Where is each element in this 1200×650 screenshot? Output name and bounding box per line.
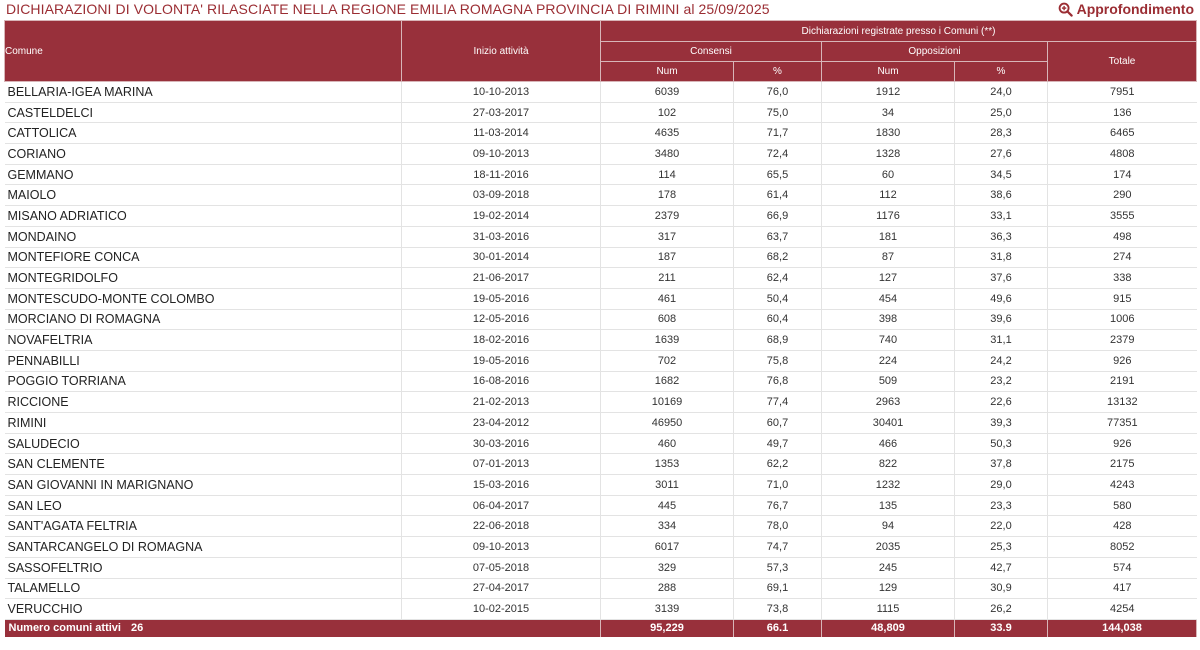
cell-opposizioni-pct: 26,2 bbox=[955, 599, 1048, 620]
cell-consensi-pct: 65,5 bbox=[734, 164, 822, 185]
table-row bbox=[5, 206, 1197, 227]
cell-consensi-pct: 63,7 bbox=[734, 226, 822, 247]
table-row bbox=[5, 413, 1197, 434]
cell-inizio-attivita: 11-03-2014 bbox=[402, 123, 601, 144]
cell-consensi-num: 460 bbox=[601, 433, 734, 454]
cell-opposizioni-pct: 36,3 bbox=[955, 226, 1048, 247]
table-row bbox=[5, 350, 1197, 371]
cell-totale: 574 bbox=[1048, 557, 1197, 578]
cell-comune: SAN GIOVANNI IN MARIGNANO bbox=[5, 475, 402, 496]
cell-comune: SANT'AGATA FELTRIA bbox=[5, 516, 402, 537]
cell-comune: BELLARIA-IGEA MARINA bbox=[5, 82, 402, 103]
cell-totale: 580 bbox=[1048, 495, 1197, 516]
cell-totale: 3555 bbox=[1048, 206, 1197, 227]
cell-comune: NOVAFELTRIA bbox=[5, 330, 402, 351]
cell-comune: MORCIANO DI ROMAGNA bbox=[5, 309, 402, 330]
cell-consensi-pct: 76,8 bbox=[734, 371, 822, 392]
cell-opposizioni-num: 509 bbox=[822, 371, 955, 392]
cell-consensi-num: 6017 bbox=[601, 537, 734, 558]
cell-comune: SASSOFELTRIO bbox=[5, 557, 402, 578]
cell-opposizioni-num: 1912 bbox=[822, 82, 955, 103]
table-row bbox=[5, 330, 1197, 351]
cell-opposizioni-num: 34 bbox=[822, 102, 955, 123]
cell-inizio-attivita: 12-05-2016 bbox=[402, 309, 601, 330]
cell-comune: MONTEGRIDOLFO bbox=[5, 268, 402, 289]
cell-comune: CASTELDELCI bbox=[5, 102, 402, 123]
cell-consensi-pct: 62,2 bbox=[734, 454, 822, 475]
cell-opposizioni-pct: 33,1 bbox=[955, 206, 1048, 227]
cell-consensi-num: 1353 bbox=[601, 454, 734, 475]
cell-comune: MONDAINO bbox=[5, 226, 402, 247]
cell-inizio-attivita: 06-04-2017 bbox=[402, 495, 601, 516]
cell-opposizioni-num: 127 bbox=[822, 268, 955, 289]
cell-opposizioni-pct: 25,3 bbox=[955, 537, 1048, 558]
cell-consensi-pct: 49,7 bbox=[734, 433, 822, 454]
cell-comune: TALAMELLO bbox=[5, 578, 402, 599]
cell-opposizioni-pct: 37,6 bbox=[955, 268, 1048, 289]
cell-inizio-attivita: 21-02-2013 bbox=[402, 392, 601, 413]
cell-opposizioni-num: 87 bbox=[822, 247, 955, 268]
cell-consensi-pct: 73,8 bbox=[734, 599, 822, 620]
cell-opposizioni-pct: 23,3 bbox=[955, 495, 1048, 516]
cell-opposizioni-pct: 31,8 bbox=[955, 247, 1048, 268]
cell-inizio-attivita: 30-01-2014 bbox=[402, 247, 601, 268]
cell-consensi-pct: 60,7 bbox=[734, 413, 822, 434]
cell-comune: MISANO ADRIATICO bbox=[5, 206, 402, 227]
cell-totale: 1006 bbox=[1048, 309, 1197, 330]
cell-opposizioni-num: 30401 bbox=[822, 413, 955, 434]
table-row bbox=[5, 309, 1197, 330]
cell-comune: SANTARCANGELO DI ROMAGNA bbox=[5, 537, 402, 558]
cell-opposizioni-num: 224 bbox=[822, 350, 955, 371]
cell-consensi-pct: 50,4 bbox=[734, 288, 822, 309]
cell-totale: 8052 bbox=[1048, 537, 1197, 558]
footer-totale: 144,038 bbox=[1048, 619, 1197, 637]
table-row bbox=[5, 102, 1197, 123]
table-row bbox=[5, 268, 1197, 289]
cell-opposizioni-num: 94 bbox=[822, 516, 955, 537]
cell-consensi-pct: 68,9 bbox=[734, 330, 822, 351]
cell-consensi-num: 3011 bbox=[601, 475, 734, 496]
cell-totale: 926 bbox=[1048, 433, 1197, 454]
cell-consensi-pct: 77,4 bbox=[734, 392, 822, 413]
cell-comune: RICCIONE bbox=[5, 392, 402, 413]
cell-consensi-num: 1639 bbox=[601, 330, 734, 351]
cell-opposizioni-num: 1115 bbox=[822, 599, 955, 620]
cell-totale: 13132 bbox=[1048, 392, 1197, 413]
cell-opposizioni-num: 822 bbox=[822, 454, 955, 475]
cell-inizio-attivita: 30-03-2016 bbox=[402, 433, 601, 454]
cell-inizio-attivita: 15-03-2016 bbox=[402, 475, 601, 496]
cell-consensi-num: 10169 bbox=[601, 392, 734, 413]
cell-opposizioni-pct: 49,6 bbox=[955, 288, 1048, 309]
cell-totale: 2191 bbox=[1048, 371, 1197, 392]
cell-comune: RIMINI bbox=[5, 413, 402, 434]
cell-opposizioni-num: 1830 bbox=[822, 123, 955, 144]
header-dichiarazioni: Dichiarazioni registrate presso i Comuni (**) bbox=[601, 21, 1197, 42]
cell-inizio-attivita: 27-04-2017 bbox=[402, 578, 601, 599]
cell-consensi-pct: 68,2 bbox=[734, 247, 822, 268]
cell-consensi-num: 702 bbox=[601, 350, 734, 371]
cell-comune: MONTESCUDO-MONTE COLOMBO bbox=[5, 288, 402, 309]
cell-comune: SAN LEO bbox=[5, 495, 402, 516]
cell-consensi-num: 3480 bbox=[601, 144, 734, 165]
cell-totale: 338 bbox=[1048, 268, 1197, 289]
dichiarazioni-table bbox=[4, 20, 1197, 637]
cell-inizio-attivita: 22-06-2018 bbox=[402, 516, 601, 537]
table-row bbox=[5, 82, 1197, 103]
cell-opposizioni-pct: 22,6 bbox=[955, 392, 1048, 413]
cell-comune: GEMMANO bbox=[5, 164, 402, 185]
table-row bbox=[5, 247, 1197, 268]
header-consensi-pct: % bbox=[734, 62, 822, 82]
table-row bbox=[5, 454, 1197, 475]
cell-opposizioni-pct: 24,2 bbox=[955, 350, 1048, 371]
cell-inizio-attivita: 19-05-2016 bbox=[402, 288, 601, 309]
cell-comune: MONTEFIORE CONCA bbox=[5, 247, 402, 268]
cell-totale: 174 bbox=[1048, 164, 1197, 185]
cell-consensi-num: 211 bbox=[601, 268, 734, 289]
cell-consensi-num: 461 bbox=[601, 288, 734, 309]
cell-consensi-pct: 69,1 bbox=[734, 578, 822, 599]
cell-consensi-num: 46950 bbox=[601, 413, 734, 434]
cell-totale: 915 bbox=[1048, 288, 1197, 309]
cell-opposizioni-num: 135 bbox=[822, 495, 955, 516]
cell-consensi-pct: 60,4 bbox=[734, 309, 822, 330]
cell-consensi-num: 329 bbox=[601, 557, 734, 578]
table-row bbox=[5, 537, 1197, 558]
cell-totale: 2379 bbox=[1048, 330, 1197, 351]
cell-opposizioni-num: 129 bbox=[822, 578, 955, 599]
header-consensi-num: Num bbox=[601, 62, 734, 82]
cell-inizio-attivita: 19-02-2014 bbox=[402, 206, 601, 227]
cell-opposizioni-pct: 23,2 bbox=[955, 371, 1048, 392]
table-row bbox=[5, 288, 1197, 309]
table-row bbox=[5, 433, 1197, 454]
cell-opposizioni-pct: 28,3 bbox=[955, 123, 1048, 144]
cell-consensi-num: 445 bbox=[601, 495, 734, 516]
cell-opposizioni-pct: 34,5 bbox=[955, 164, 1048, 185]
cell-comune: MAIOLO bbox=[5, 185, 402, 206]
footer-consensi-pct: 66.1 bbox=[734, 619, 822, 637]
cell-opposizioni-num: 398 bbox=[822, 309, 955, 330]
table-row bbox=[5, 599, 1197, 620]
table-row bbox=[5, 123, 1197, 144]
approfondimento-label: Approfondimento bbox=[1076, 1, 1194, 17]
cell-opposizioni-pct: 37,8 bbox=[955, 454, 1048, 475]
cell-comune: CATTOLICA bbox=[5, 123, 402, 144]
cell-inizio-attivita: 27-03-2017 bbox=[402, 102, 601, 123]
cell-consensi-pct: 76,0 bbox=[734, 82, 822, 103]
cell-opposizioni-num: 1328 bbox=[822, 144, 955, 165]
cell-totale: 926 bbox=[1048, 350, 1197, 371]
footer-opposizioni-num: 48,809 bbox=[822, 619, 955, 637]
cell-consensi-num: 608 bbox=[601, 309, 734, 330]
cell-opposizioni-pct: 22,0 bbox=[955, 516, 1048, 537]
cell-opposizioni-num: 2963 bbox=[822, 392, 955, 413]
header-comune: Comune bbox=[5, 21, 402, 82]
cell-totale: 7951 bbox=[1048, 82, 1197, 103]
cell-inizio-attivita: 10-10-2013 bbox=[402, 82, 601, 103]
cell-opposizioni-num: 1232 bbox=[822, 475, 955, 496]
footer-consensi-num: 95,229 bbox=[601, 619, 734, 637]
cell-comune: POGGIO TORRIANA bbox=[5, 371, 402, 392]
table-body bbox=[5, 82, 1197, 620]
cell-totale: 4243 bbox=[1048, 475, 1197, 496]
cell-totale: 6465 bbox=[1048, 123, 1197, 144]
cell-totale: 417 bbox=[1048, 578, 1197, 599]
table-row bbox=[5, 392, 1197, 413]
cell-consensi-num: 317 bbox=[601, 226, 734, 247]
cell-totale: 498 bbox=[1048, 226, 1197, 247]
table-row bbox=[5, 185, 1197, 206]
cell-inizio-attivita: 03-09-2018 bbox=[402, 185, 601, 206]
cell-totale: 2175 bbox=[1048, 454, 1197, 475]
cell-opposizioni-pct: 39,6 bbox=[955, 309, 1048, 330]
cell-consensi-pct: 71,0 bbox=[734, 475, 822, 496]
footer-opposizioni-pct: 33.9 bbox=[955, 619, 1048, 637]
cell-opposizioni-num: 245 bbox=[822, 557, 955, 578]
cell-totale: 428 bbox=[1048, 516, 1197, 537]
cell-totale: 4808 bbox=[1048, 144, 1197, 165]
cell-opposizioni-pct: 24,0 bbox=[955, 82, 1048, 103]
cell-opposizioni-pct: 27,6 bbox=[955, 144, 1048, 165]
table-row bbox=[5, 226, 1197, 247]
cell-inizio-attivita: 18-11-2016 bbox=[402, 164, 601, 185]
footer-label-cell bbox=[5, 619, 601, 637]
header-opposizioni: Opposizioni bbox=[822, 42, 1048, 62]
table-row bbox=[5, 164, 1197, 185]
cell-consensi-pct: 66,9 bbox=[734, 206, 822, 227]
cell-opposizioni-pct: 42,7 bbox=[955, 557, 1048, 578]
cell-opposizioni-pct: 31,1 bbox=[955, 330, 1048, 351]
cell-opposizioni-pct: 38,6 bbox=[955, 185, 1048, 206]
cell-opposizioni-pct: 25,0 bbox=[955, 102, 1048, 123]
header-opposizioni-num: Num bbox=[822, 62, 955, 82]
footer-label: Numero comuni attivi bbox=[8, 622, 121, 635]
cell-opposizioni-pct: 30,9 bbox=[955, 578, 1048, 599]
cell-consensi-pct: 75,0 bbox=[734, 102, 822, 123]
cell-comune: CORIANO bbox=[5, 144, 402, 165]
table-header bbox=[5, 21, 1197, 82]
cell-totale: 136 bbox=[1048, 102, 1197, 123]
cell-consensi-pct: 71,7 bbox=[734, 123, 822, 144]
cell-inizio-attivita: 07-05-2018 bbox=[402, 557, 601, 578]
table-row bbox=[5, 495, 1197, 516]
cell-consensi-pct: 76,7 bbox=[734, 495, 822, 516]
cell-comune: PENNABILLI bbox=[5, 350, 402, 371]
table-row bbox=[5, 475, 1197, 496]
table-row bbox=[5, 516, 1197, 537]
cell-consensi-num: 288 bbox=[601, 578, 734, 599]
cell-consensi-num: 102 bbox=[601, 102, 734, 123]
cell-consensi-num: 2379 bbox=[601, 206, 734, 227]
cell-inizio-attivita: 31-03-2016 bbox=[402, 226, 601, 247]
cell-consensi-pct: 72,4 bbox=[734, 144, 822, 165]
header-inizio-attivita: Inizio attività bbox=[402, 21, 601, 82]
table-row bbox=[5, 144, 1197, 165]
page-title: DICHIARAZIONI DI VOLONTA' RILASCIATE NELLA REGIONE EMILIA ROMAGNA PROVINCIA DI RIMINI al 25/09/2025 bbox=[6, 1, 770, 17]
cell-inizio-attivita: 09-10-2013 bbox=[402, 537, 601, 558]
cell-consensi-num: 334 bbox=[601, 516, 734, 537]
cell-opposizioni-num: 181 bbox=[822, 226, 955, 247]
cell-inizio-attivita: 18-02-2016 bbox=[402, 330, 601, 351]
cell-comune: SAN CLEMENTE bbox=[5, 454, 402, 475]
cell-totale: 274 bbox=[1048, 247, 1197, 268]
cell-totale: 290 bbox=[1048, 185, 1197, 206]
cell-consensi-pct: 75,8 bbox=[734, 350, 822, 371]
cell-inizio-attivita: 07-01-2013 bbox=[402, 454, 601, 475]
cell-opposizioni-num: 454 bbox=[822, 288, 955, 309]
table-row bbox=[5, 578, 1197, 599]
cell-inizio-attivita: 21-06-2017 bbox=[402, 268, 601, 289]
cell-inizio-attivita: 16-08-2016 bbox=[402, 371, 601, 392]
cell-consensi-num: 6039 bbox=[601, 82, 734, 103]
cell-consensi-num: 187 bbox=[601, 247, 734, 268]
cell-opposizioni-num: 60 bbox=[822, 164, 955, 185]
cell-inizio-attivita: 10-02-2015 bbox=[402, 599, 601, 620]
header-consensi: Consensi bbox=[601, 42, 822, 62]
cell-comune: SALUDECIO bbox=[5, 433, 402, 454]
cell-inizio-attivita: 19-05-2016 bbox=[402, 350, 601, 371]
cell-consensi-pct: 78,0 bbox=[734, 516, 822, 537]
cell-consensi-pct: 61,4 bbox=[734, 185, 822, 206]
cell-opposizioni-num: 740 bbox=[822, 330, 955, 351]
cell-totale: 77351 bbox=[1048, 413, 1197, 434]
cell-opposizioni-pct: 50,3 bbox=[955, 433, 1048, 454]
cell-consensi-num: 178 bbox=[601, 185, 734, 206]
cell-consensi-pct: 57,3 bbox=[734, 557, 822, 578]
table-row bbox=[5, 371, 1197, 392]
table-row bbox=[5, 557, 1197, 578]
header-totale: Totale bbox=[1048, 42, 1197, 82]
cell-consensi-num: 114 bbox=[601, 164, 734, 185]
cell-comune: VERUCCHIO bbox=[5, 599, 402, 620]
header-opposizioni-pct: % bbox=[955, 62, 1048, 82]
cell-opposizioni-pct: 39,3 bbox=[955, 413, 1048, 434]
cell-consensi-pct: 62,4 bbox=[734, 268, 822, 289]
cell-opposizioni-num: 1176 bbox=[822, 206, 955, 227]
cell-opposizioni-num: 112 bbox=[822, 185, 955, 206]
cell-consensi-pct: 74,7 bbox=[734, 537, 822, 558]
footer-count: 26 bbox=[130, 622, 144, 635]
table-footer bbox=[5, 619, 1197, 637]
cell-opposizioni-num: 466 bbox=[822, 433, 955, 454]
approfondimento-link[interactable] bbox=[1058, 0, 1194, 18]
cell-consensi-num: 4635 bbox=[601, 123, 734, 144]
cell-inizio-attivita: 09-10-2013 bbox=[402, 144, 601, 165]
cell-opposizioni-num: 2035 bbox=[822, 537, 955, 558]
zoom-in-icon bbox=[1058, 2, 1073, 17]
cell-consensi-num: 1682 bbox=[601, 371, 734, 392]
cell-opposizioni-pct: 29,0 bbox=[955, 475, 1048, 496]
cell-inizio-attivita: 23-04-2012 bbox=[402, 413, 601, 434]
cell-totale: 4254 bbox=[1048, 599, 1197, 620]
cell-consensi-num: 3139 bbox=[601, 599, 734, 620]
